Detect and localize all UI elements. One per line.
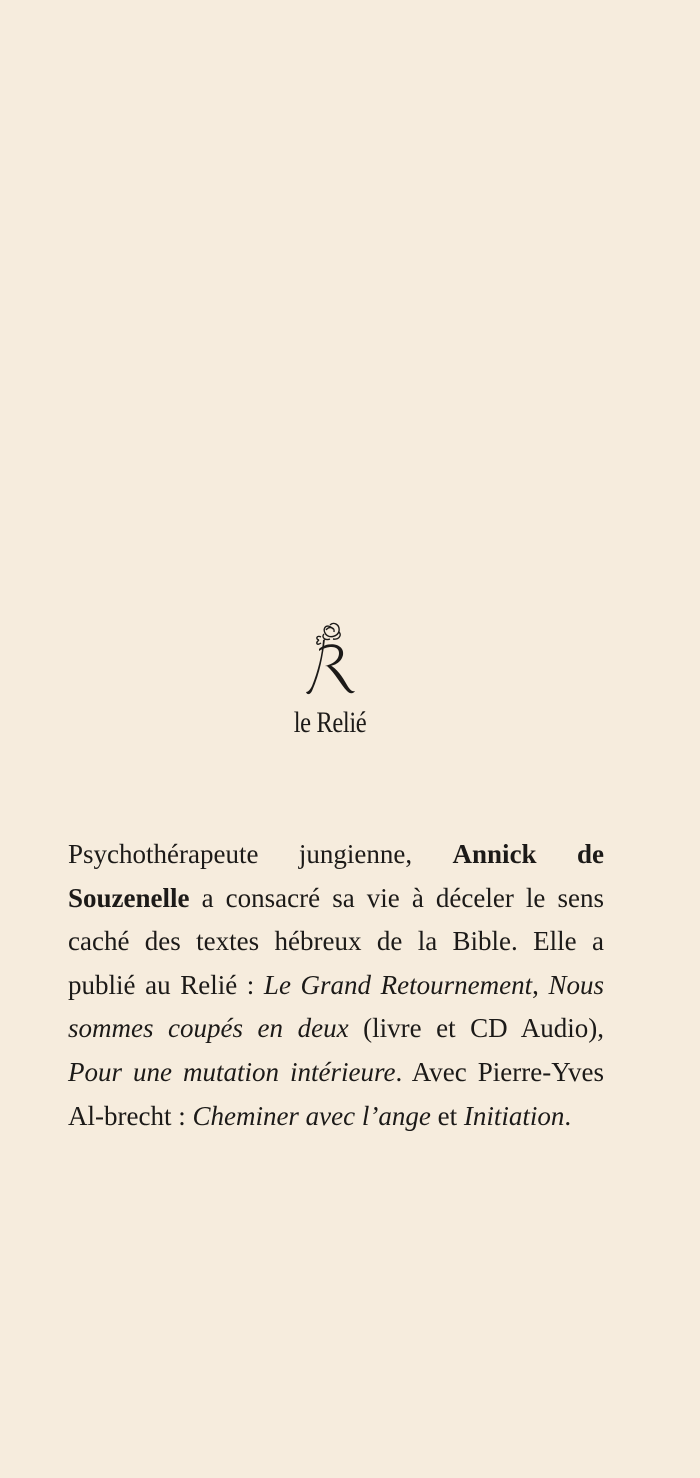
bio-text: . Avec Pierre-Yves Al-brecht : xyxy=(68,1056,604,1131)
bio-intro: Psychothérapeute jungienne, xyxy=(68,839,413,869)
book-title: Initiation xyxy=(463,1100,565,1131)
book-title: Le Grand Retournement xyxy=(263,969,533,1000)
cd-label: CD xyxy=(470,1013,508,1044)
book-title: Cheminer avec l’ange xyxy=(192,1100,431,1131)
bio-text: a consacré sa vie à déceler le sens caché des textes hébreux de la Bible. Elle a publié au Relié : xyxy=(68,882,604,1000)
bio-text: et xyxy=(437,1100,458,1131)
author-name: Annick de Souzenelle xyxy=(68,839,604,913)
publisher-name: le Relié xyxy=(293,706,367,739)
bio-text: Audio), xyxy=(520,1013,604,1044)
author-bio: Psychothérapeute jungienne, Annick de Souzenelle a consacré sa vie à déceler le sens caché des textes hébreux de la Bible. Elle a publié au Relié : Le Grand Retournement, Nous sommes coupés en deux (livre et CD Audio), Pour une mutation intérieure. Avec Pierre-Yves Al-brecht : Cheminer avec l’ange et Initiation. xyxy=(68,839,605,1131)
publisher-logo xyxy=(260,615,400,739)
book-title: Pour une mutation intérieure xyxy=(68,1056,396,1087)
rose-R-monogram-icon xyxy=(295,615,365,705)
book-title: Nous sommes coupés en deux xyxy=(68,969,605,1044)
bio-text: (livre et xyxy=(363,1013,456,1044)
